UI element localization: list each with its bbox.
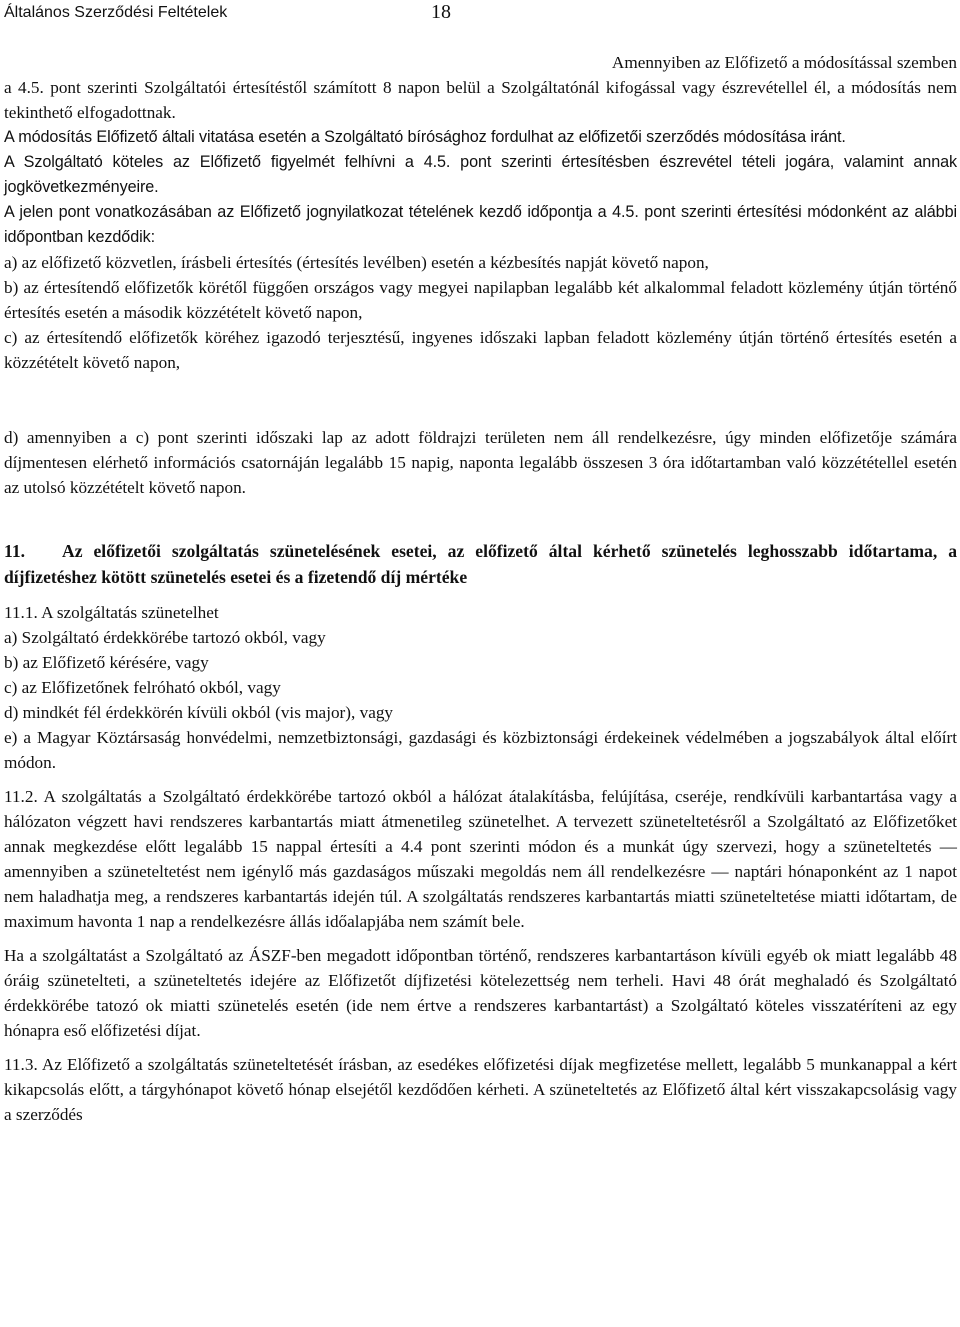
- spacer: [4, 1043, 957, 1052]
- page-header: [4, 1, 456, 30]
- section-title: Az előfizetői szolgáltatás szünetelésének esetei, az előfizető által kérhető szünetelés leghosszabb időtartama, a díjfizetéshez kötött szünetelés esetei és a fizetendő díj mértéke: [4, 541, 957, 587]
- page-number: 18: [431, 1, 451, 23]
- paragraph: A módosítás Előfizető általi vitatása esetén a Szolgáltató bírósághoz fordulhat az előfizetői szerződés módosítása iránt.: [4, 128, 846, 146]
- paragraph: 11.2. A szolgáltatás a Szolgáltató érdekkörébe tartozó okból a hálózat átalakításba, felújítása, cseréje, rendkívüli karbantartása vagy a hálózaton végzett havi rendszeres karbantartás miatt átmenetileg szünetelhet. A tervezett szüneteltetésről a Szolgáltató az Előfizetőket annak megkezdése előtt legalább 15 nappal értesíti a 4.4 pont szerinti módon és a munkát úgy szervezi, hogy a szüneteltetés — amennyiben a szüneteltetést nem igénylő más gazdaságos műszaki megoldás nem áll rendelkezésre — naptári hónaponként az 1 napot nem haladhatja meg, a rendszeres karbantartás idején túl. A szolgáltatás rendszeres karbantartás miatti szüneteltetése miatti időtartam, de maximum havonta 1 nap a rendelkezésre állás időalapjába nem számít bele.: [4, 787, 957, 931]
- spacer: [4, 500, 957, 538]
- list-item: e) a Magyar Köztársaság honvédelmi, nemzetbiztonsági, gazdasági és közbiztonsági érdekeinek védelmében a jogszabályok által előírt módon.: [4, 728, 957, 772]
- section-heading: [4, 538, 957, 590]
- document-body: [4, 50, 957, 1127]
- spacer: [4, 934, 957, 943]
- header-title: Általános Szerződési Feltételek: [4, 4, 228, 21]
- spacer: [4, 775, 957, 784]
- section-number: 11.: [4, 541, 26, 561]
- paragraph: Ha a szolgáltatást a Szolgáltató az ÁSZF-ben megadott időpontban történő, rendszeres karbantartáson kívüli egyéb ok miatt legalább 48 óráig szünetelteti, a szüneteltetés idejére az Előfizetőt díjfizetési kötelezettség nem terheli. Havi 48 órát meghaladó és Szolgáltató érdekkörébe tatozó ok miatti szünetelés esetén (ide nem értve a rendszeres karbantartást) a Szolgáltató köteles visszatéríteni az egy hónapra eső előfizetési díjat.: [4, 946, 957, 1040]
- subsection-intro: 11.1. A szolgáltatás szünetelhet: [4, 603, 219, 622]
- list-item: a) Szolgáltató érdekkörébe tartozó okból, vagy: [4, 628, 326, 647]
- list-item: c) az értesítendő előfizetők köréhez igazodó terjesztésű, ingyenes időszaki lapban feladott közlemény útján történő értesítés esetén a közzétételt követő napon,: [4, 328, 957, 372]
- paragraph: 11.3. Az Előfizető a szolgáltatás szüneteltetését írásban, az esedékes előfizetési díjak megfizetése mellett, legalább 5 munkanappal a kért kikapcsolás előtt, a tárgyhónapot követő hónap elsejétől kezdődően kérheti. A szüneteltetés az Előfizető által kért visszakapcsolásig vagy a szerződés: [4, 1055, 957, 1124]
- list-item: b) az értesítendő előfizetők körétől függően országos vagy megyei napilapban legalább két alkalommal feladott közlemény útján történő értesítés esetén a második közzétételt követő napon,: [4, 278, 957, 322]
- paragraph: a 4.5. pont szerinti Szolgáltatói értesítéstől számított 8 napon belül a Szolgáltatónál kifogással vagy észrevétellel él, a módosítás nem tekinthető elfogadottnak.: [4, 78, 957, 122]
- paragraph: A Szolgáltató köteles az Előfizető figyelmét felhívni a 4.5. pont szerinti értesítésben észrevétel tételi jogára, valamint annak jogkövetkezményeire.: [4, 153, 957, 196]
- paragraph: A jelen pont vonatkozásában az Előfizető jognyilatkozat tételének kezdő időpontja a 4.5. pont szerinti értesítési módonként az alábbi időpontban kezdődik:: [4, 203, 957, 246]
- list-item: d) mindkét fél érdekkörén kívüli okból (vis major), vagy: [4, 703, 394, 722]
- list-item: d) amennyiben a c) pont szerinti időszaki lap az adott földrajzi területen nem áll rendelkezésre, úgy minden előfizetője számára díjmentesen elérhető információs csatornáján legalább 15 napig, naponta legalább összesen 3 óra időtartamban való közzététellel esetén az utolsó közzétételt követő napon.: [4, 428, 957, 497]
- spacer: [4, 590, 957, 600]
- list-item: c) az Előfizetőnek felróható okból, vagy: [4, 678, 281, 697]
- list-item: a) az előfizető közvetlen, írásbeli értesítés (értesítés levélben) esetén a kézbesítés napját követő napon,: [4, 253, 709, 272]
- list-item: b) az Előfizető kérésére, vagy: [4, 653, 209, 672]
- paragraph-line: Amennyiben az Előfizető a módosítással szemben: [611, 53, 957, 72]
- spacer: [4, 375, 957, 425]
